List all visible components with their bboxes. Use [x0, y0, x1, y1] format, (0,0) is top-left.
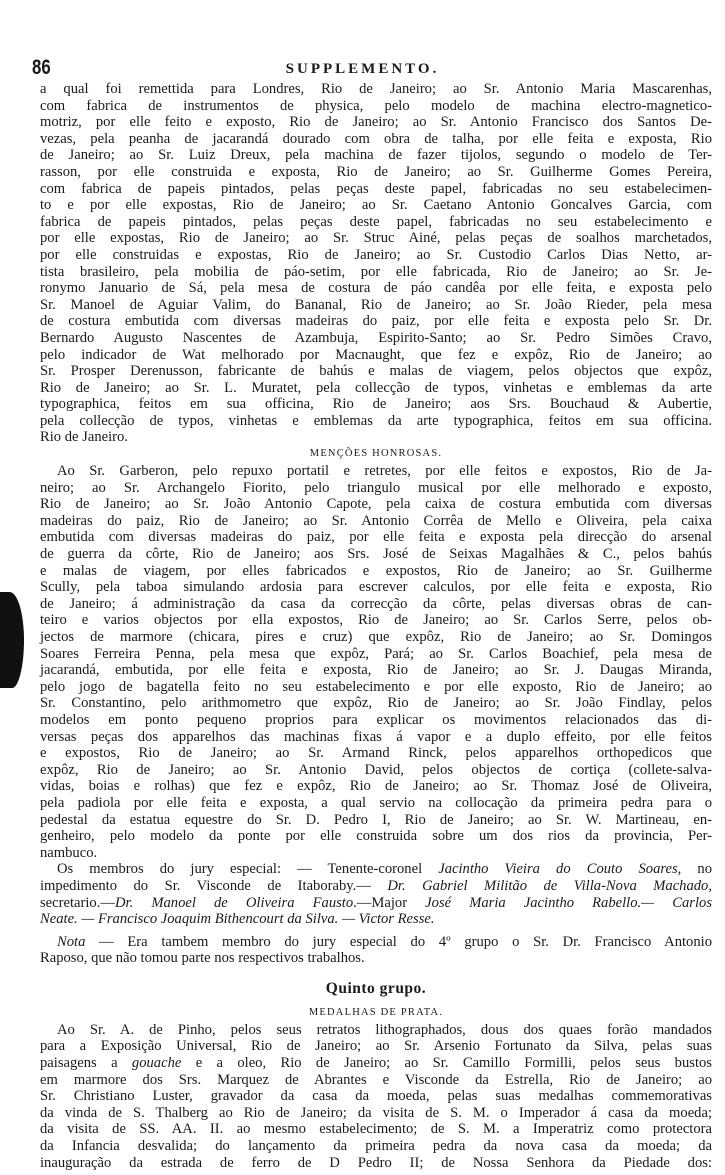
text-line: Bernardo Augusto Nascentes de Azambuja, Espirito-Santo; ao Sr. Pedro Simões Cravo,	[40, 329, 712, 346]
text-line: inauguração da estrada de ferro de D Pedro II; de Nossa Senhora da Piedade dos:	[40, 1154, 712, 1171]
text-run: — Era tambem membro do jury especial do 4º grupo o Sr. Dr. Francisco Antonio	[85, 933, 712, 950]
text-line: versas peças dos apparelhos das machinas fixas á vapor e a duplo effeito, por elle feitos	[40, 728, 712, 745]
text-line: pelo indicador de Wat melhorado por Macnaught, que fez e expôz, Rio de Janeiro; ao	[40, 346, 712, 363]
paragraph	[40, 934, 712, 967]
text-line: pelo jogo de bagatella feito no seu estabelecimento e por elle exposto, Rio de Janeiro; ao	[40, 678, 712, 695]
text-run: .—Major	[353, 894, 426, 911]
text-line: com fabrica de instrumentos de physica, pelo modelo de machina electro-magnetico-	[40, 97, 712, 114]
group-heading: Quinto grupo.	[325, 979, 427, 997]
text-run: e a oleo, Rio de Janeiro; ao Sr. Camillo Formilli, pelos seus bustos	[181, 1055, 712, 1072]
text-line: Sr. Manoel de Aguiar Valim, do Bananal, Rio de Janeiro; ao Sr. João Rieder, pela mesa	[40, 296, 712, 313]
text-line: embutida com diversas madeiras do paiz, por elle feita e exposta pela direcção do arsenal	[40, 529, 712, 546]
italic-text: Jacintho Vieira do Couto Soares	[438, 861, 678, 878]
text-line: da visita de SS. AA. II. ao mesmo estabelecimento; de S. M. a Imperatriz como protectora	[40, 1121, 712, 1138]
italic-text: José Maria Jacintho Rabello.— Carlos	[425, 894, 712, 911]
paragraph	[40, 1022, 712, 1171]
text-line: Scully, pela taboa simulando ardosia para escrever calculos, por elle feita e exposta, Rio	[40, 579, 712, 596]
italic-text: Dr. Manoel de Oliveira Fausto	[114, 894, 354, 911]
text-line: por elle expostas, Rio de Janeiro; ao Sr. Struc Ainé, pelas peças de soalhos marchetados,	[40, 230, 712, 247]
text-line: fabrica de papeis pintados, pelas peças deste papel, fabricadas no seu estabelecimento e	[40, 213, 712, 230]
text-run: impedimento do Sr. Visconde de Itaboraby.—	[40, 877, 388, 894]
section-subheading: MENÇÕES HONROSAS.	[309, 448, 443, 460]
text-line: motriz, por elle feito e exposto, Rio de Janeiro; ao Sr. Antonio Francisco dos Santos De-	[40, 114, 712, 131]
paragraph	[40, 81, 712, 446]
text-line	[40, 878, 712, 895]
text-line: vidas, boias e rolhas) que fez e expôz, Rio de Janeiro; ao Sr. Thomaz José de Oliveira,	[40, 778, 712, 795]
text-line: modelos em ponto pequeno proprios para explicar os movimentos relacionados das di-	[40, 711, 712, 728]
text-line: vezas, pela peanha de jacarandá dourado com obra de talha, por elle feita e exposta, Rio	[40, 130, 712, 147]
text-line: Soares Ferreira Penna, pela mesa que expôz, Pará; ao Sr. Carlos Boachief, pela mesa de	[40, 645, 712, 662]
text-run: , no	[677, 861, 712, 878]
text-line: para a Exposição Universal, Rio de Janeiro; ao Sr. Arsenio Fortunato da Silva, pelas suas	[40, 1038, 712, 1055]
text-line: teiro e varios objectos por ella expostos, Rio de Janeiro; ao Sr. Carlos Serre, pelos ob-	[40, 612, 712, 629]
text-line: de Janeiro; ao Sr. Luiz Dreux, pela machina de fazer tijolos, segundo o modelo de Ter-	[40, 147, 712, 164]
text-line: a qual foi remettida para Londres, Rio de Janeiro; ao Sr. Antonio Maria Mascarenhas,	[40, 81, 712, 97]
text-line	[40, 895, 712, 912]
italic-text: Neate. — Francisco Joaquim Bithencourt da Silva. — Victor Resse.	[40, 911, 435, 928]
text-run: secretario.—	[40, 894, 115, 911]
text-line: com fabrica de papeis pintados, pelas peças deste papel, fabricadas no seu estabelecimen-	[40, 180, 712, 197]
text-line: pela padiola por elle feita e exposta, a qual servio na collocação da primeira pedra para o	[40, 794, 712, 811]
text-line: da vinda de S. Thalberg ao Rio de Janeiro; da visita de S. M. o Imperador á casa da moeda;	[40, 1104, 712, 1121]
text-line: to e por elle expostas, Rio de Janeiro; ao Sr. Caetano Antonio Goncalves Garcia, com	[40, 197, 712, 214]
text-line: ronymo Januario de Sá, pela mesa de costura de páo candêa por elle feita, e exposta pelo	[40, 280, 712, 297]
text-line: e malas de viagem, por elles fabricados e expostos, Rio de Janeiro; ao Sr. Guilherme	[40, 562, 712, 579]
text-line: da Infancia desvalida; do lançamento da primeira pedra da nova casa da moeda; da	[40, 1138, 712, 1155]
paragraph	[40, 861, 712, 927]
running-title: SUPPLEMENTO.	[285, 61, 440, 77]
scan-artifact	[0, 592, 24, 688]
text-line: jectos de marmore (chicara, pires e cruz) que expôz, Rio de Janeiro; ao Sr. Domingos	[40, 629, 712, 645]
text-line: Rio de Janeiro.	[40, 429, 128, 446]
text-line: Rio de Janeiro; ao Sr. L. Muratet, pela collecção de typos, vinhetas e emblemas da arte	[40, 379, 712, 396]
italic-text: Dr. Gabriel Militão de Villa-Nova Machado,	[387, 877, 713, 894]
text-run: Os membros do jury especial: — Tenente-coronel	[57, 861, 439, 878]
text-line: Ao Sr. Garberon, pelo repuxo portatil e retretes, por elle feitos e expostos, Rio de Ja-	[57, 463, 712, 480]
paragraph	[40, 463, 712, 861]
text-line: de guerra da côrte, Rio de Janeiro; aos Srs. José de Seixas Magalhães & C., pelos bahús	[40, 546, 712, 563]
text-line	[40, 861, 712, 878]
section-subheading: MEDALHAS DE PRATA.	[308, 1006, 444, 1018]
text-line: Rio de Janeiro; ao Sr. João Antonio Capote, pela caixa de costura embutida com diversas	[40, 496, 712, 513]
document-body	[40, 81, 712, 1171]
text-line: jacarandá, embutida, por elle feita e exposta, Rio de Janeiro; ao Sr. J. Daugas Miranda,	[40, 662, 712, 679]
text-line: Ao Sr. A. de Pinho, pelos seus retratos lithographados, dous dos quaes forão mandados	[57, 1021, 712, 1038]
text-line: em marmore dos Srs. Marquez de Abrantes e Visconde da Estrella, Rio de Janeiro; ao	[40, 1071, 712, 1088]
text-line: de Janeiro; á administração da casa da correcção da côrte, pelas diversas obras de can-	[40, 595, 712, 612]
text-line: de costura embutida com diversas madeiras do paiz, por elle feita e exposta pelo Sr. Dr.	[40, 313, 712, 330]
italic-text: Nota	[57, 933, 86, 950]
text-line: neiro; ao Sr. Archangelo Fiorito, pelo triangulo musical por elle melhorado e exposto,	[40, 479, 712, 496]
text-line: nambuco.	[40, 844, 98, 861]
text-line: Sr. Christiano Luster, gravador da casa da moeda, pelas suas medalhas commemorativas	[40, 1088, 712, 1105]
text-line: rasson, por elle construida e exposta, Rio de Janeiro; ao Sr. Guilherme Gomes Pereira,	[40, 163, 712, 180]
text-line	[40, 911, 712, 928]
text-line: tista brasileiro, pela mobilia de páo-setim, por elle fabricada, Rio de Janeiro; ao Sr. Je-	[40, 263, 712, 280]
text-line: typographica, feitos em sua officina, Rio de Janeiro; aos Srs. Bouchaud & Aubertie,	[40, 396, 712, 413]
text-line: Raposo, que não tomou parte nos respectivos trabalhos.	[40, 950, 365, 967]
text-line: pela collecção de typos, vinhetas e emblemas da arte typographica, feitos em sua officina.	[40, 412, 712, 429]
text-run: paisagens a	[40, 1055, 132, 1072]
text-line: madeiras do paiz, Rio de Janeiro; ao Sr. Antonio Corrêa de Mello e Oliveira, pela caixa	[40, 512, 712, 529]
page-number: 86	[32, 56, 51, 79]
text-line: expôz, Rio de Janeiro; ao Sr. Antonio David, pelos objectos de cortiça (collete-salva-	[40, 761, 712, 778]
text-line: e expostos, Rio de Janeiro; ao Sr. Armand Rinck, pelos apparelhos orthopedicos que	[40, 745, 712, 762]
italic-text: gouache	[131, 1055, 182, 1072]
text-line: Sr. Constantino, pelo arithmometro que expôz, Rio de Janeiro; ao Sr. João Findlay, pelos	[40, 695, 712, 712]
text-line: genheiro, pelo modelo da ponte por elle construida sobre um dos rios da provincia, Per-	[40, 828, 712, 845]
text-line	[40, 1055, 712, 1072]
text-line: Sr. Prosper Derenusson, fabricante de bahús e malas de viagem, pelos objectos que expôz,	[40, 363, 712, 380]
text-line	[40, 934, 712, 951]
text-line: por elle construidas e expostas, Rio de Janeiro; ao Sr. Custodio Carlos Dias Netto, ar-	[40, 246, 712, 263]
text-line: pedestal da estatua equestre do Sr. D. Pedro I, Rio de Janeiro; ao Sr. W. Martineau, en-	[40, 811, 712, 828]
